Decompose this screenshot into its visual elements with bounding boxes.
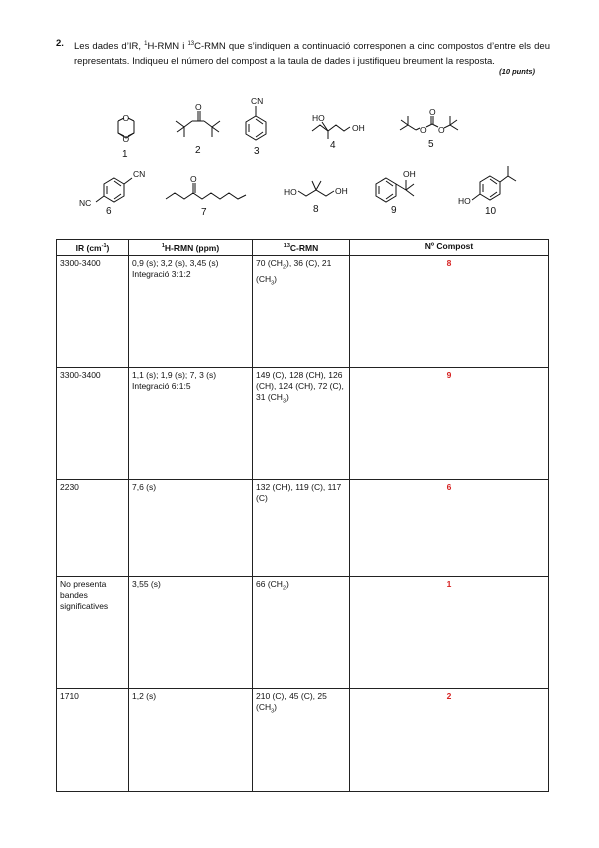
atom-o: O xyxy=(122,113,130,123)
question-number: 2. xyxy=(56,38,64,49)
molecule-9 xyxy=(376,169,416,216)
spectra-table xyxy=(56,239,549,792)
points-note: (10 punts) xyxy=(499,67,535,76)
h-rmn-value: 1,1 (s); 1,9 (s); 7, 3 (s) xyxy=(132,369,217,380)
atom-oh: OH xyxy=(403,169,416,179)
c-rmn-text: ) xyxy=(286,578,289,589)
atom-ho: HO xyxy=(458,196,471,206)
h-rmn-cell xyxy=(129,255,253,367)
ir-value: No presenta xyxy=(60,578,107,589)
c-rmn-text: ), 36 (C), 21 (CH xyxy=(256,257,332,284)
molecule-label: 5 xyxy=(428,139,434,150)
header-text: IR (cm xyxy=(75,242,102,253)
compost-answer[interactable]: 6 xyxy=(350,479,549,576)
subscript: 2 xyxy=(282,585,286,592)
ir-value: bandes xyxy=(60,589,88,600)
molecule-10 xyxy=(458,166,516,217)
atom-oh: OH xyxy=(352,123,365,133)
superscript: 13 xyxy=(283,243,290,249)
c-rmn-text: 70 (CH xyxy=(256,257,283,268)
c-rmn-cell xyxy=(253,479,350,576)
molecule-6 xyxy=(79,169,145,217)
atom-cn: CN xyxy=(133,169,146,179)
column-header-compost: Nº Compost xyxy=(350,240,549,256)
table-row xyxy=(57,479,549,576)
subscript: 3 xyxy=(271,708,275,715)
molecule-label: 9 xyxy=(391,205,397,216)
table-row xyxy=(57,688,549,791)
molecule-2 xyxy=(176,102,220,156)
subscript: 2 xyxy=(282,264,286,271)
compost-answer[interactable]: 9 xyxy=(350,367,549,479)
molecule-3 xyxy=(246,96,266,157)
table-header-row xyxy=(57,240,549,256)
c-rmn-text: ) xyxy=(274,701,278,712)
molecule-label: 2 xyxy=(195,145,201,156)
molecule-1 xyxy=(118,113,134,160)
h-rmn-cell xyxy=(129,367,253,479)
atom-ho: HO xyxy=(312,113,325,123)
superscript: -1 xyxy=(101,243,107,249)
integration-value: Integració 3:1:2 xyxy=(132,268,191,279)
header-text: C-RMN xyxy=(289,242,319,253)
molecule-8 xyxy=(284,181,348,215)
atom-ho: HO xyxy=(284,187,297,197)
question-text-part: C-RMN que s’indiquen a continuació corresponen a cinc compostos d’entre els deu representats. Indiqueu el número del compost a la taula de dades i justifiqueu breument la resposta. xyxy=(74,41,550,68)
header-text: ) xyxy=(106,242,110,253)
atom-o: O xyxy=(122,134,130,144)
c-rmn-cell xyxy=(253,576,350,688)
c-rmn-text: ) xyxy=(274,273,278,284)
atom-o: O xyxy=(195,102,202,112)
h-rmn-value: 0,9 (s); 3,2 (s), 3,45 (s) xyxy=(132,257,219,268)
molecule-label: 1 xyxy=(122,149,128,160)
molecule-label: 7 xyxy=(201,207,207,218)
integration-value: Integració 6:1:5 xyxy=(132,380,191,391)
molecule-label: 6 xyxy=(106,206,112,217)
atom-nc: NC xyxy=(79,198,92,208)
ir-cell: 1710 xyxy=(57,688,129,791)
ir-cell: 2230 xyxy=(57,479,129,576)
column-header-c-rmn xyxy=(253,240,350,256)
question-text-part: H-RMN i xyxy=(147,41,188,53)
subscript: 3 xyxy=(282,398,286,405)
compost-answer[interactable]: 8 xyxy=(350,255,549,367)
table-row xyxy=(57,255,549,367)
compost-answer[interactable]: 2 xyxy=(350,688,549,791)
subscript: 3 xyxy=(271,280,275,287)
ir-value: significatives xyxy=(60,600,109,611)
column-header-ir xyxy=(57,240,129,256)
molecule-label: 8 xyxy=(313,204,319,215)
ir-cell: 3300-3400 xyxy=(57,255,129,367)
atom-o: O xyxy=(438,125,445,135)
c-rmn-text: 132 (CH), 119 (C), 117 (C) xyxy=(256,481,342,503)
table-row xyxy=(57,576,549,688)
atom-oh: OH xyxy=(335,186,348,196)
molecule-5 xyxy=(400,107,458,150)
molecule-structures xyxy=(0,0,599,240)
superscript: 1 xyxy=(144,41,148,47)
c-rmn-text: 149 (C), 128 (CH), 126 (CH), 124 (CH), 72 (C), 31 (CH xyxy=(256,369,344,402)
compost-answer[interactable]: 1 xyxy=(350,576,549,688)
header-text: H-RMN (ppm) xyxy=(164,242,220,253)
c-rmn-cell xyxy=(253,367,350,479)
atom-o: O xyxy=(429,107,436,117)
c-rmn-text: 66 (CH xyxy=(256,578,283,589)
molecule-label: 10 xyxy=(485,206,497,217)
h-rmn-value: 7,6 (s) xyxy=(132,481,157,492)
ir-cell: 3300-3400 xyxy=(57,367,129,479)
superscript: 1 xyxy=(161,243,165,249)
atom-o: O xyxy=(420,125,427,135)
h-rmn-cell xyxy=(129,479,253,576)
question-text-part: Les dades d’IR, xyxy=(74,41,145,53)
molecule-label: 4 xyxy=(330,140,336,151)
column-header-h-rmn xyxy=(129,240,253,256)
c-rmn-text: 210 (C), 45 (C), 25 (CH xyxy=(256,690,327,712)
c-rmn-cell xyxy=(253,688,350,791)
molecule-label: 3 xyxy=(254,146,260,157)
h-rmn-value: 3,55 (s) xyxy=(132,578,161,589)
c-rmn-text: ) xyxy=(286,391,289,402)
molecule-7 xyxy=(166,174,246,218)
atom-o: O xyxy=(190,174,197,184)
atom-cn: CN xyxy=(251,96,264,106)
h-rmn-cell xyxy=(129,576,253,688)
superscript: 13 xyxy=(187,41,195,47)
table-row xyxy=(57,367,549,479)
ir-cell xyxy=(57,576,129,688)
c-rmn-cell xyxy=(253,255,350,367)
molecule-4 xyxy=(312,113,365,151)
h-rmn-cell xyxy=(129,688,253,791)
h-rmn-value: 1,2 (s) xyxy=(132,690,157,701)
